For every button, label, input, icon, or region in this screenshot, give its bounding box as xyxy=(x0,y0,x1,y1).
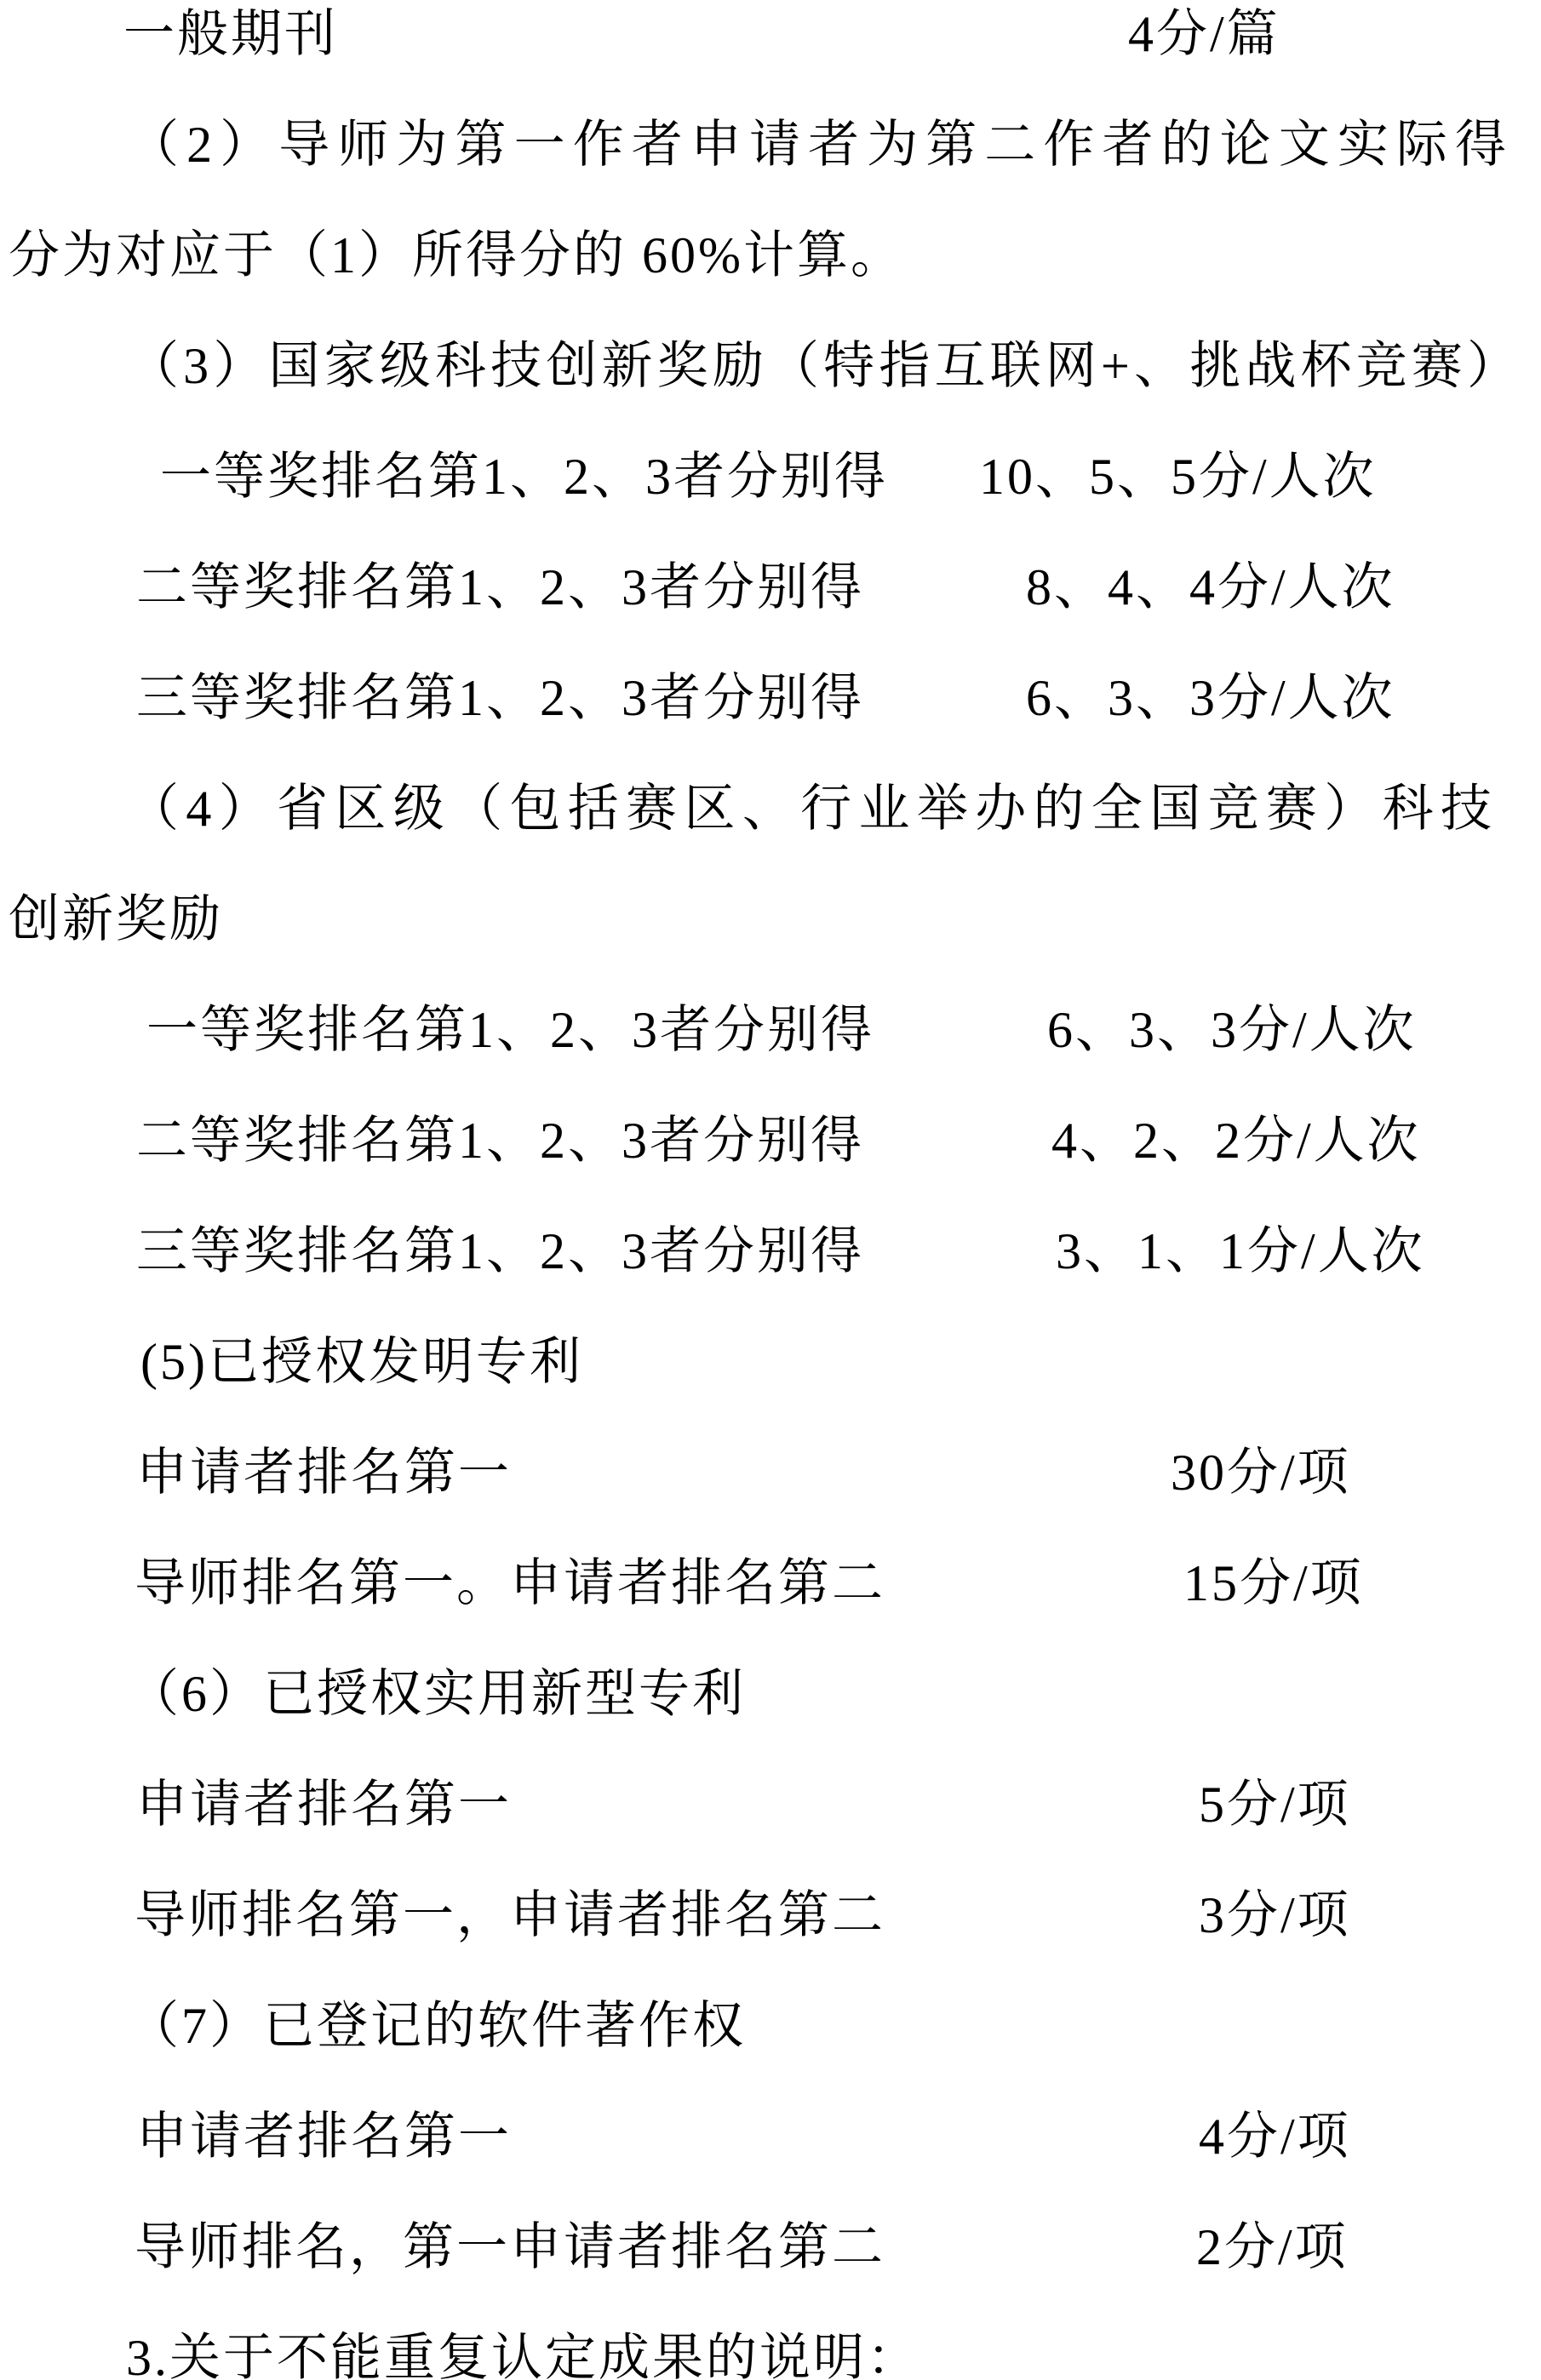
row-label: 申请者排名第一 xyxy=(136,2108,512,2165)
heading-no-duplicate-note xyxy=(0,2298,1541,2380)
para-utility-patent xyxy=(0,1634,1541,1745)
row-label: 一等奖排名第1、2、3者分别得 xyxy=(160,449,888,505)
para-text: (5)已授权发明专利 xyxy=(140,1334,583,1390)
row-label: 一般期刊 xyxy=(123,6,338,62)
para-continuation xyxy=(0,860,1541,970)
row-provincial-second-prize xyxy=(0,1081,1541,1192)
row-label: 三等奖排名第1、2、3者分别得 xyxy=(136,670,864,726)
row-label: 二等奖排名第1、2、3者分别得 xyxy=(136,1113,864,1169)
row-score: 3分/项 xyxy=(1199,1887,1351,1943)
para-software-copyright xyxy=(0,1966,1541,2077)
row-score: 5分/项 xyxy=(1199,1776,1351,1833)
row-label: 导师排名，第一申请者排名第二 xyxy=(135,2219,885,2275)
row-label: 申请者排名第一 xyxy=(136,1776,512,1833)
row-label: 三等奖排名第1、2、3者分别得 xyxy=(136,1223,864,1279)
row-score: 6、3、3分/人次 xyxy=(1026,670,1395,726)
para-national-award xyxy=(0,306,1541,417)
row-national-second-prize xyxy=(0,528,1541,638)
row-applicant-first xyxy=(0,1413,1541,1524)
row-score: 4分/篇 xyxy=(1128,6,1280,62)
row-national-first-prize xyxy=(0,417,1541,528)
row-label: 二等奖排名第1、2、3者分别得 xyxy=(136,559,864,615)
row-score: 4、2、2分/人次 xyxy=(1051,1113,1421,1169)
row-score: 3、1、1分/人次 xyxy=(1056,1223,1425,1279)
row-provincial-third-prize xyxy=(0,1192,1541,1302)
row-applicant-first xyxy=(0,1745,1541,1856)
para-text: （4）省区级（包括赛区、行业举办的全国竞赛）科技 xyxy=(128,781,1494,837)
row-national-third-prize xyxy=(0,638,1541,749)
heading-text: 3.关于不能重复认定成果的说明： xyxy=(126,2330,920,2380)
row-label: 导师排名第一，申请者排名第二 xyxy=(135,1887,885,1943)
para-tutor-first-author xyxy=(0,85,1541,196)
para-text: （3）国家级科技创新奖励（特指互联网+、挑战杯竞赛） xyxy=(128,338,1521,394)
row-provincial-first-prize xyxy=(0,970,1541,1081)
row-applicant-first xyxy=(0,2077,1541,2188)
row-general-journal xyxy=(0,0,1541,85)
row-label: 申请者排名第一 xyxy=(136,1445,512,1501)
para-provincial-award xyxy=(0,749,1541,860)
para-text: 分为对应于（1）所得分的 60%计算。 xyxy=(9,227,904,283)
row-score: 6、3、3分/人次 xyxy=(1047,1002,1417,1058)
para-text: （6）已授权实用新型专利 xyxy=(128,1666,746,1722)
row-tutor-first-applicant-second xyxy=(0,1856,1541,1966)
para-text: （2）导师为第一作者申请者为第二作者的论文实际得 xyxy=(128,117,1509,173)
row-score: 4分/项 xyxy=(1199,2108,1351,2165)
row-label: 导师排名第一。申请者排名第二 xyxy=(135,1555,885,1611)
row-tutor-ranked-applicant-second xyxy=(0,2188,1541,2298)
para-text: 创新奖励 xyxy=(9,891,223,947)
para-invention-patent xyxy=(0,1302,1541,1413)
row-score: 8、4、4分/人次 xyxy=(1026,559,1395,615)
row-score: 15分/项 xyxy=(1183,1555,1364,1611)
row-label: 一等奖排名第1、2、3者分别得 xyxy=(146,1002,874,1058)
row-score: 30分/项 xyxy=(1171,1445,1351,1501)
row-score: 10、5、5分/人次 xyxy=(979,449,1377,505)
para-text: （7）已登记的软件著作权 xyxy=(128,1998,746,2054)
row-score: 2分/项 xyxy=(1196,2219,1349,2275)
para-continuation xyxy=(0,196,1541,306)
row-tutor-first-applicant-second xyxy=(0,1524,1541,1634)
